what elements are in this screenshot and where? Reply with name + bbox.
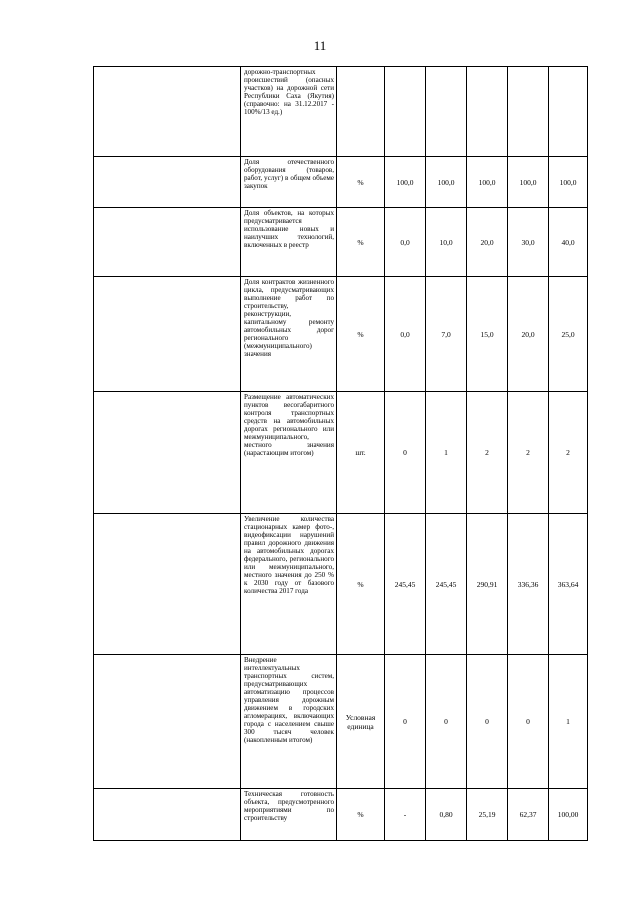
- value-cell: 100,0: [508, 157, 549, 208]
- value-cell: 15,0: [467, 277, 508, 392]
- value-cell: 0: [385, 655, 426, 789]
- value-cell: 100,0: [467, 157, 508, 208]
- value-cell: 25,19: [467, 789, 508, 841]
- value-cell: 0,0: [385, 277, 426, 392]
- value-cell: 0,0: [385, 208, 426, 277]
- unit-label: Условная единица: [345, 712, 376, 731]
- indicator-name: дорожно-транспортных происшествий (опасных участков) на дорожной сети Республики Саха (Якутия) (справочно: на 31.12.2017 - 100%/13 ед.): [241, 67, 337, 157]
- value-cell: 2: [508, 392, 549, 514]
- indicators-table: [93, 66, 588, 841]
- value-cell: 100,00: [549, 789, 588, 841]
- table-row: [94, 789, 588, 841]
- unit-cell: %: [337, 789, 385, 841]
- unit-cell: %: [337, 277, 385, 392]
- value-cell: 100,0: [426, 157, 467, 208]
- value-cell: 0: [426, 655, 467, 789]
- table-row: [94, 277, 588, 392]
- indicator-name: Внедрение интеллектуальных транспортных систем, предусматривающих автоматизацию процессов управления дорожным движением в городских агломерациях, включающих города с населением свыше 300 тысяч человек (накопленным итогом): [241, 655, 337, 789]
- table-row: [94, 655, 588, 789]
- value-cell: 336,36: [508, 514, 549, 655]
- value-cell: 2: [549, 392, 588, 514]
- value-cell: 0: [467, 655, 508, 789]
- indicator-name: Доля отечественного оборудования (товаров, работ, услуг) в общем объеме закупок: [241, 157, 337, 208]
- value-cell: 245,45: [426, 514, 467, 655]
- table-row: [94, 208, 588, 277]
- empty-cell: [94, 789, 241, 841]
- value-cell: 0: [508, 655, 549, 789]
- value-cell: 1: [426, 392, 467, 514]
- empty-cell: [94, 392, 241, 514]
- value-cell: 30,0: [508, 208, 549, 277]
- value-cell: 100,0: [549, 157, 588, 208]
- empty-cell: [94, 157, 241, 208]
- unit-cell: %: [337, 157, 385, 208]
- unit-cell: %: [337, 514, 385, 655]
- value-cell: 100,0: [385, 157, 426, 208]
- value-cell: 290,91: [467, 514, 508, 655]
- value-cell: [426, 67, 467, 157]
- empty-cell: [94, 514, 241, 655]
- empty-cell: [94, 208, 241, 277]
- value-cell: [508, 67, 549, 157]
- value-cell: 20,0: [508, 277, 549, 392]
- value-cell: [549, 67, 588, 157]
- indicator-name: Увеличение количества стационарных камер фото-, видеофиксации нарушений правил дорожного движения на автомобильных дорогах федерального, регионального или межмуниципального, местного значения до 250 % к 2030 году от базового количества 2017 года: [241, 514, 337, 655]
- table-row: [94, 392, 588, 514]
- table-row: [94, 514, 588, 655]
- empty-cell: [94, 655, 241, 789]
- value-cell: 1: [549, 655, 588, 789]
- value-cell: 62,37: [508, 789, 549, 841]
- value-cell: 20,0: [467, 208, 508, 277]
- unit-cell: [337, 655, 385, 789]
- table-row: [94, 157, 588, 208]
- empty-cell: [94, 277, 241, 392]
- indicator-name: Доля контрактов жизненного цикла, предусматривающих выполнение работ по строительству, реконструкции, капитальному ремонту автомобильных дорог регионального (межмуниципального) значения: [241, 277, 337, 392]
- value-cell: 245,45: [385, 514, 426, 655]
- table-row: [94, 67, 588, 157]
- indicator-name: Техническая готовность объекта, предусмотренного мероприятиями по строительству: [241, 789, 337, 841]
- value-cell: [385, 67, 426, 157]
- value-cell: 25,0: [549, 277, 588, 392]
- page-number: 11: [313, 38, 327, 53]
- indicator-name: Размещение автоматических пунктов весогабаритного контроля транспортных средств на автомобильных дорогах регионального или межмуниципального, местного значения (нарастающим итогом): [241, 392, 337, 514]
- value-cell: [467, 67, 508, 157]
- value-cell: 7,0: [426, 277, 467, 392]
- value-cell: 2: [467, 392, 508, 514]
- empty-cell: [94, 67, 241, 157]
- value-cell: 0: [385, 392, 426, 514]
- unit-cell: [337, 67, 385, 157]
- value-cell: 0,80: [426, 789, 467, 841]
- value-cell: 363,64: [549, 514, 588, 655]
- indicator-name: Доля объектов, на которых предусматривается использование новых и наилучших технологий, включенных в реестр: [241, 208, 337, 277]
- value-cell: 40,0: [549, 208, 588, 277]
- unit-cell: шт.: [337, 392, 385, 514]
- value-cell: 10,0: [426, 208, 467, 277]
- value-cell: -: [385, 789, 426, 841]
- unit-cell: %: [337, 208, 385, 277]
